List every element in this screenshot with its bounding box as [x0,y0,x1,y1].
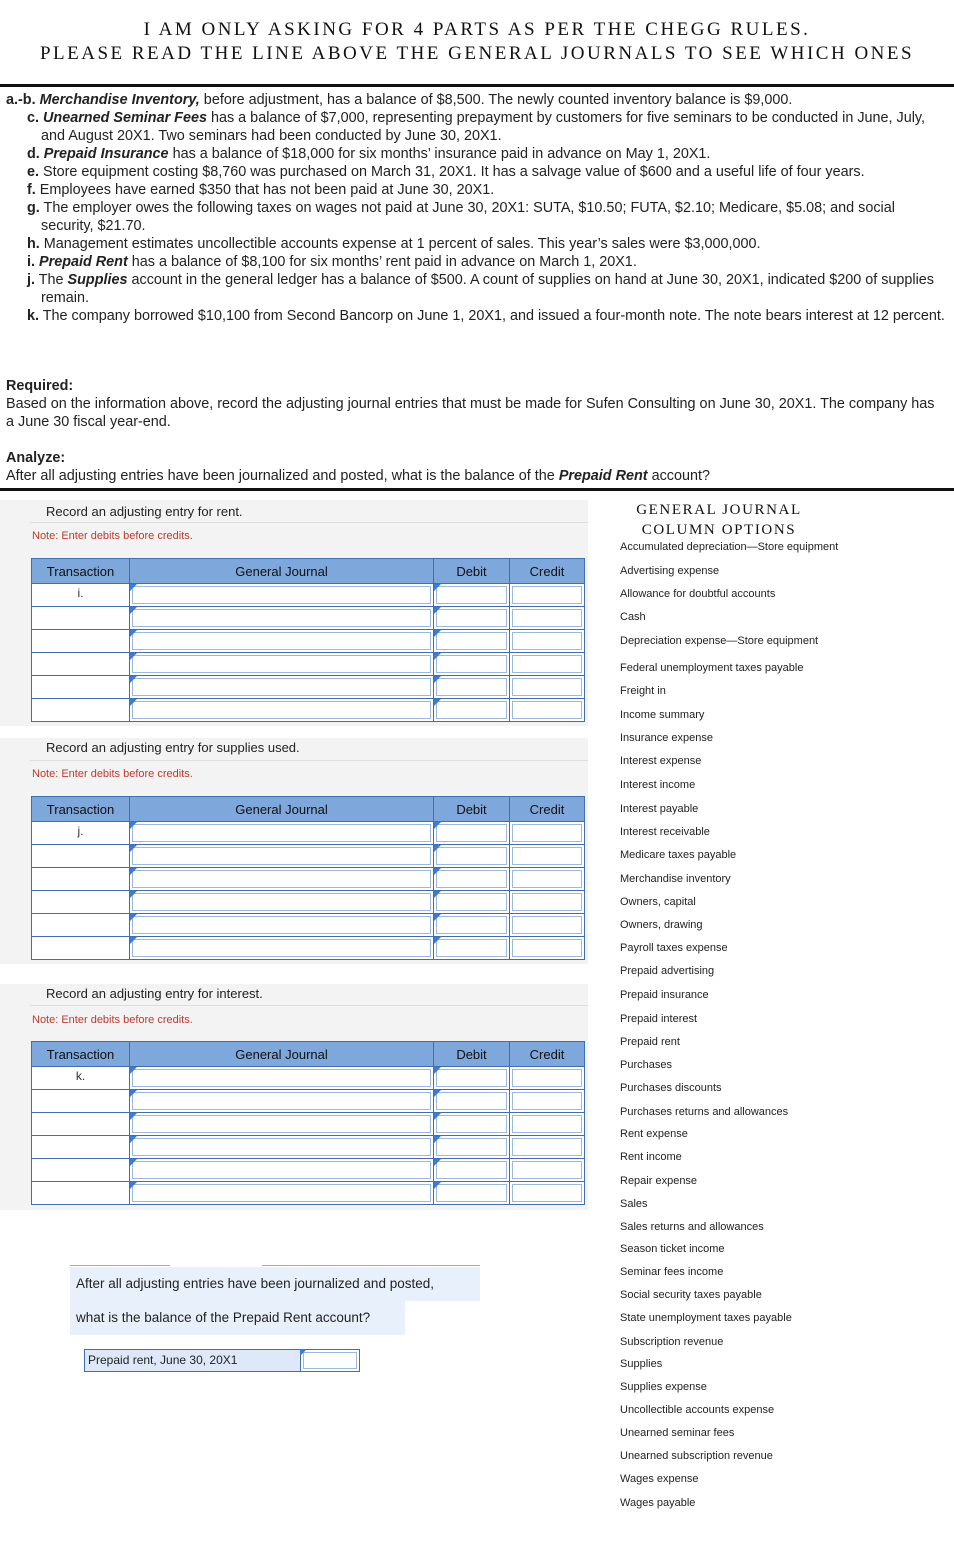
item-f: f. Employees have earned $350 that has not been paid at June 30, 20X1. [27,182,495,198]
account-option: Payroll taxes expense [620,942,728,954]
account-option: Insurance expense [620,732,713,744]
table-row [32,937,585,960]
account-option: Purchases discounts [620,1082,722,1094]
debit-input[interactable] [434,822,510,845]
debit-input[interactable] [434,584,510,607]
debit-input[interactable] [434,1159,510,1182]
table-row [32,1113,585,1136]
account-option: Interest income [620,779,696,791]
col-transaction: Transaction [32,797,130,822]
col-credit: Credit [510,1042,585,1067]
section-note: Note: Enter debits before credits. [32,768,193,780]
credit-input[interactable] [510,1090,585,1113]
transaction-cell: k. [32,1067,130,1090]
credit-input[interactable] [510,891,585,914]
debit-input[interactable] [434,845,510,868]
header-line-1: I AM ONLY ASKING FOR 4 PARTS AS PER THE CHEGG RULES. [143,19,811,40]
transaction-cell [32,1136,130,1159]
table-row [32,1182,585,1205]
table-row [32,1159,585,1182]
transaction-cell [32,653,130,676]
account-option: Merchandise inventory [620,873,731,885]
debit-input[interactable] [434,868,510,891]
debit-input[interactable] [434,1136,510,1159]
transaction-cell [32,914,130,937]
transaction-cell [32,1113,130,1136]
table-row [32,845,585,868]
account-option: Prepaid advertising [620,965,715,977]
col-transaction: Transaction [32,1042,130,1067]
account-option: Unearned seminar fees [620,1427,735,1439]
account-select[interactable] [130,868,434,891]
journal-table-interest [31,1041,585,1205]
journal-table-rent [31,558,585,722]
credit-input[interactable] [510,699,585,722]
account-select[interactable] [130,1182,434,1205]
transaction-cell [32,607,130,630]
account-option: Owners, drawing [620,919,703,931]
account-select[interactable] [130,607,434,630]
transaction-cell [32,1182,130,1205]
credit-input[interactable] [510,607,585,630]
table-row [32,891,585,914]
credit-input[interactable] [510,937,585,960]
transaction-cell [32,630,130,653]
analyze-divider [0,488,954,491]
account-option: Seminar fees income [620,1266,724,1278]
analysis-question-line-1: After all adjusting entries have been journalized and posted, [70,1267,480,1301]
account-option: Season ticket income [620,1243,725,1255]
debit-input[interactable] [434,630,510,653]
account-option: Federal unemployment taxes payable [620,662,804,674]
debit-input[interactable] [434,937,510,960]
table-row [32,1090,585,1113]
table-row [32,699,585,722]
account-select[interactable] [130,584,434,607]
account-select[interactable] [130,1159,434,1182]
debit-input[interactable] [434,676,510,699]
account-select[interactable] [130,1113,434,1136]
table-header-row [32,1042,585,1067]
credit-input[interactable] [510,1113,585,1136]
account-select[interactable] [130,937,434,960]
options-title: GENERAL JOURNAL COLUMN OPTIONS [636,502,802,538]
account-option: Interest receivable [620,826,710,838]
section-note: Note: Enter debits before credits. [32,1014,193,1026]
account-option: Social security taxes payable [620,1289,762,1301]
prepaid-rent-balance-input[interactable] [300,1349,360,1372]
table-header-row [32,559,585,584]
section-title: Record an adjusting entry for interest. [46,986,263,1001]
problem-statement [6,91,946,325]
account-select[interactable] [130,1090,434,1113]
transaction-cell [32,891,130,914]
table-row [32,630,585,653]
account-option: Rent expense [620,1128,688,1140]
col-debit: Debit [434,559,510,584]
required-text: Based on the information above, record the adjusting journal entries that must be made for Sufen Consulting on June 30, 20X1. The company has a June 30 fiscal year-end. [6,396,935,430]
account-option: Income summary [620,709,705,721]
account-option: Allowance for doubtful accounts [620,588,776,600]
account-select[interactable] [130,1067,434,1090]
account-option: Repair expense [620,1175,698,1187]
item-ab: a.-b. Merchandise Inventory, before adjustment, has a balance of $8,500. The newly counted inventory balance is $9,000. [6,92,793,108]
transaction-cell [32,845,130,868]
debit-input[interactable] [434,1090,510,1113]
transaction-cell [32,676,130,699]
account-select[interactable] [130,676,434,699]
journal-table-supplies [31,796,585,960]
account-option: Freight in [620,685,666,697]
account-option: Purchases returns and allowances [620,1106,789,1118]
credit-input[interactable] [510,1136,585,1159]
account-option: Uncollectible accounts expense [620,1404,775,1416]
account-option: Supplies expense [620,1381,707,1393]
col-general-journal: General Journal [130,559,434,584]
account-option: Rent income [620,1151,682,1163]
table-row [32,1067,585,1090]
table-row [32,676,585,699]
credit-input[interactable] [510,914,585,937]
account-option: Depreciation expense—Store equipment [620,635,819,647]
header-divider [0,84,954,87]
col-credit: Credit [510,797,585,822]
debit-input[interactable] [434,1113,510,1136]
account-option: Prepaid insurance [620,989,709,1001]
account-select[interactable] [130,891,434,914]
debit-input[interactable] [434,653,510,676]
header-line-2: PLEASE READ THE LINE ABOVE THE GENERAL JOURNALS TO SEE WHICH ONES [39,43,915,64]
account-select[interactable] [130,699,434,722]
account-option: Prepaid rent [620,1036,680,1048]
account-option: Accumulated depreciation—Store equipment [620,541,839,553]
col-debit: Debit [434,797,510,822]
section-title: Record an adjusting entry for rent. [46,504,243,519]
transaction-cell [32,1090,130,1113]
page-header [0,18,954,66]
debit-input[interactable] [434,1067,510,1090]
account-option: Sales returns and allowances [620,1221,764,1233]
debit-input[interactable] [434,607,510,630]
prepaid-rent-label: Prepaid rent, June 30, 20X1 [84,1349,301,1372]
required-block [6,377,946,431]
debit-input[interactable] [434,914,510,937]
credit-input[interactable] [510,1159,585,1182]
account-option: Wages payable [620,1497,696,1509]
transaction-cell: j. [32,822,130,845]
required-label: Required: [6,378,74,394]
credit-input[interactable] [510,822,585,845]
account-option: Cash [620,611,646,623]
account-option: Wages expense [620,1473,699,1485]
analyze-text: After all adjusting entries have been journalized and posted, what is the balance of the Prepaid Rent account? [6,468,710,484]
item-d: d. Prepaid Insurance has a balance of $18,000 for six months’ insurance paid in advance on May 1, 20X1. [27,146,711,162]
section-note: Note: Enter debits before credits. [32,530,193,542]
account-option: State unemployment taxes payable [620,1312,792,1324]
table-header-row [32,797,585,822]
analysis-question-line-2: what is the balance of the Prepaid Rent account? [70,1301,405,1335]
account-option: Supplies [620,1358,663,1370]
credit-input[interactable] [510,1182,585,1205]
account-option: Prepaid interest [620,1013,698,1025]
account-select[interactable] [130,653,434,676]
credit-input[interactable] [510,868,585,891]
item-e: e. Store equipment costing $8,760 was purchased on March 31, 20X1. It has a salvage value of $600 and a useful life of four years. [27,164,865,180]
credit-input[interactable] [510,676,585,699]
col-debit: Debit [434,1042,510,1067]
account-option: Subscription revenue [620,1336,724,1348]
col-general-journal: General Journal [130,1042,434,1067]
table-row [32,914,585,937]
col-credit: Credit [510,559,585,584]
account-select[interactable] [130,914,434,937]
account-option: Interest expense [620,755,702,767]
table-row [32,607,585,630]
section-title: Record an adjusting entry for supplies used. [46,740,300,755]
item-j: j. The Supplies account in the general ledger has a balance of $500. A count of supplies on hand at June 30, 20X1, indicated $200 of supplies remain. [27,272,935,306]
table-row [32,822,585,845]
item-i: i. Prepaid Rent has a balance of $8,100 for six months’ rent paid in advance on March 1, 20X1. [27,254,637,270]
analyze-label: Analyze: [6,450,66,466]
debit-input[interactable] [434,1182,510,1205]
credit-input[interactable] [510,1067,585,1090]
account-select[interactable] [130,1136,434,1159]
item-c: c. Unearned Seminar Fees has a balance of $7,000, representing prepayment by customers for five seminars to be conducted in June, July, and August 20X1. Two seminars had been conducted by June 30, 20X1. [27,110,926,144]
item-h: h. Management estimates uncollectible accounts expense at 1 percent of sales. This year’s sales were $3,000,000. [27,236,761,252]
col-general-journal: General Journal [130,797,434,822]
account-option: Interest payable [620,803,699,815]
credit-input[interactable] [510,630,585,653]
account-select[interactable] [130,845,434,868]
account-option: Advertising expense [620,565,720,577]
credit-input[interactable] [510,653,585,676]
account-option: Medicare taxes payable [620,849,737,861]
credit-input[interactable] [510,584,585,607]
account-select[interactable] [130,630,434,653]
item-g: g. The employer owes the following taxes on wages not paid at June 30, 20X1: SUTA, $10.50; FUTA, $2.10; Medicare, $5.08; and social security, $21.70. [27,200,895,234]
transaction-cell [32,699,130,722]
debit-input[interactable] [434,699,510,722]
table-row [32,1136,585,1159]
debit-input[interactable] [434,891,510,914]
account-option: Owners, capital [620,896,696,908]
account-select[interactable] [130,822,434,845]
account-option: Unearned subscription revenue [620,1450,773,1462]
table-row [32,653,585,676]
col-transaction: Transaction [32,559,130,584]
transaction-cell: i. [32,584,130,607]
credit-input[interactable] [510,845,585,868]
transaction-cell [32,868,130,891]
transaction-cell [32,937,130,960]
analyze-block [6,449,946,485]
item-k: k. The company borrowed $10,100 from Second Bancorp on June 1, 20X1, and issued a four-month note. The note bears interest at 12 percent. [27,308,945,324]
transaction-cell [32,1159,130,1182]
table-row [32,584,585,607]
account-option: Sales [620,1198,648,1210]
account-option: Purchases [620,1059,672,1071]
table-row [32,868,585,891]
